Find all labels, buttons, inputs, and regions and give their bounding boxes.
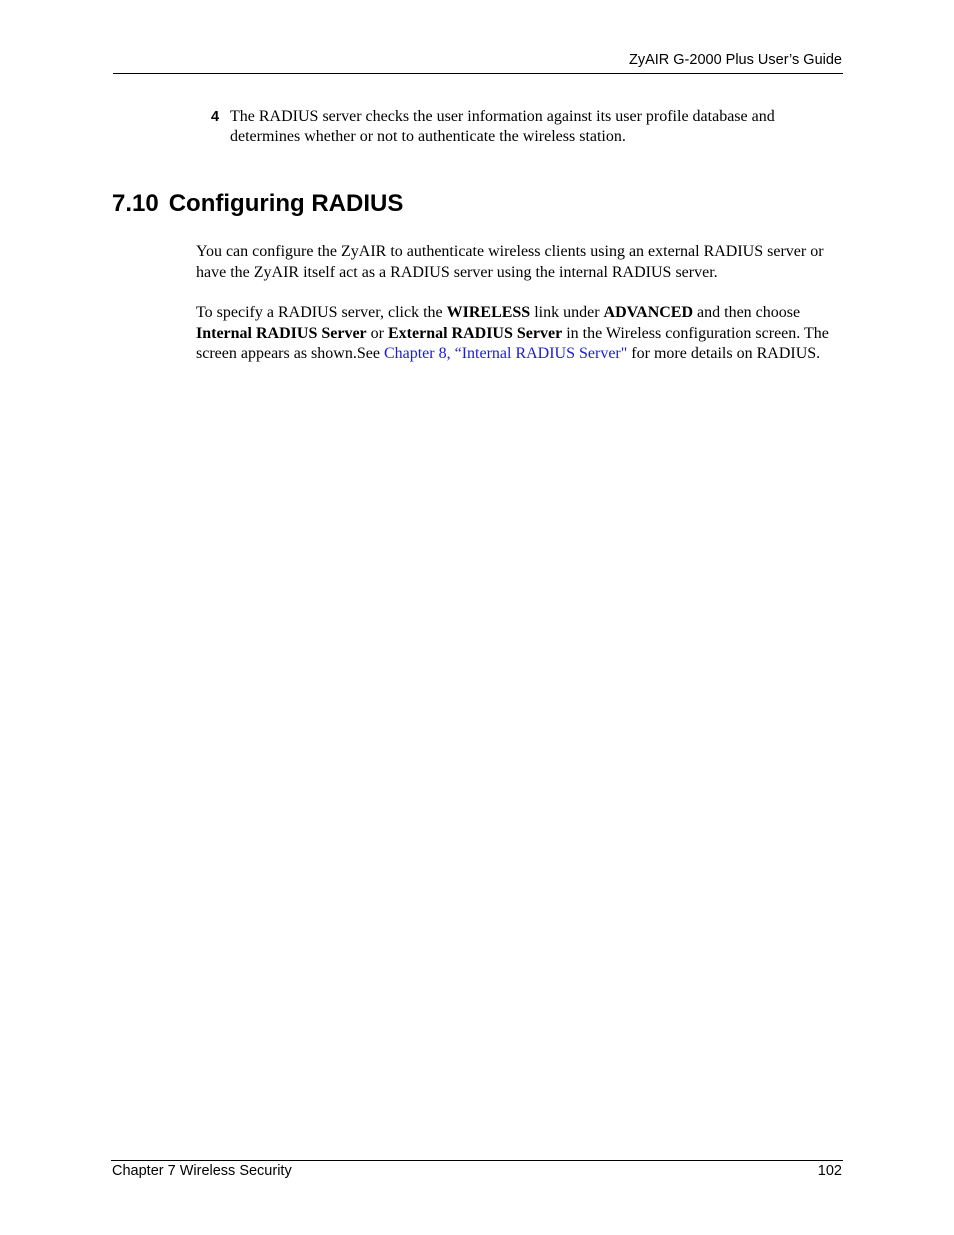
intro-paragraph: You can configure the ZyAIR to authenticate wireless clients using an external RADIUS server or have the ZyAIR itself act as a RADIUS server using the internal RADIUS server. xyxy=(196,243,824,281)
footer-chapter-title: Chapter 7 Wireless Security xyxy=(112,1163,292,1179)
footer-rule xyxy=(111,1160,843,1161)
numbered-step xyxy=(211,107,831,147)
step-text: The RADIUS server checks the user information against its user profile database and determines whether or not to authenticate the wireless station. xyxy=(230,108,775,145)
instructions-paragraph xyxy=(196,303,844,365)
section-number: 7.10 xyxy=(112,190,159,217)
text-span: or xyxy=(366,324,388,342)
text-span: for more details on RADIUS. xyxy=(627,345,821,362)
section-heading xyxy=(112,188,403,220)
running-header-title: ZyAIR G-2000 Plus User’s Guide xyxy=(628,52,842,68)
ui-term-advanced: ADVANCED xyxy=(603,304,694,321)
section-title: Configuring RADIUS xyxy=(168,190,404,217)
text-span: link under xyxy=(530,304,604,321)
step-number: 4 xyxy=(211,109,220,125)
header-rule xyxy=(113,73,843,74)
ui-term-internal-radius-server: Internal RADIUS Server xyxy=(196,324,367,342)
text-span: To specify a RADIUS server, click the xyxy=(196,304,447,321)
footer-page-number: 102 xyxy=(817,1163,842,1179)
text-span: in the Wireless configuration screen. The screen appears as shown.See xyxy=(196,324,829,362)
chapter-8-cross-reference-link[interactable]: Chapter 8, “Internal RADIUS Server" xyxy=(383,345,628,362)
ui-term-external-radius-server: External RADIUS Server xyxy=(387,324,563,342)
text-span: and then choose xyxy=(693,304,801,321)
ui-term-wireless: WIRELESS xyxy=(446,304,531,321)
